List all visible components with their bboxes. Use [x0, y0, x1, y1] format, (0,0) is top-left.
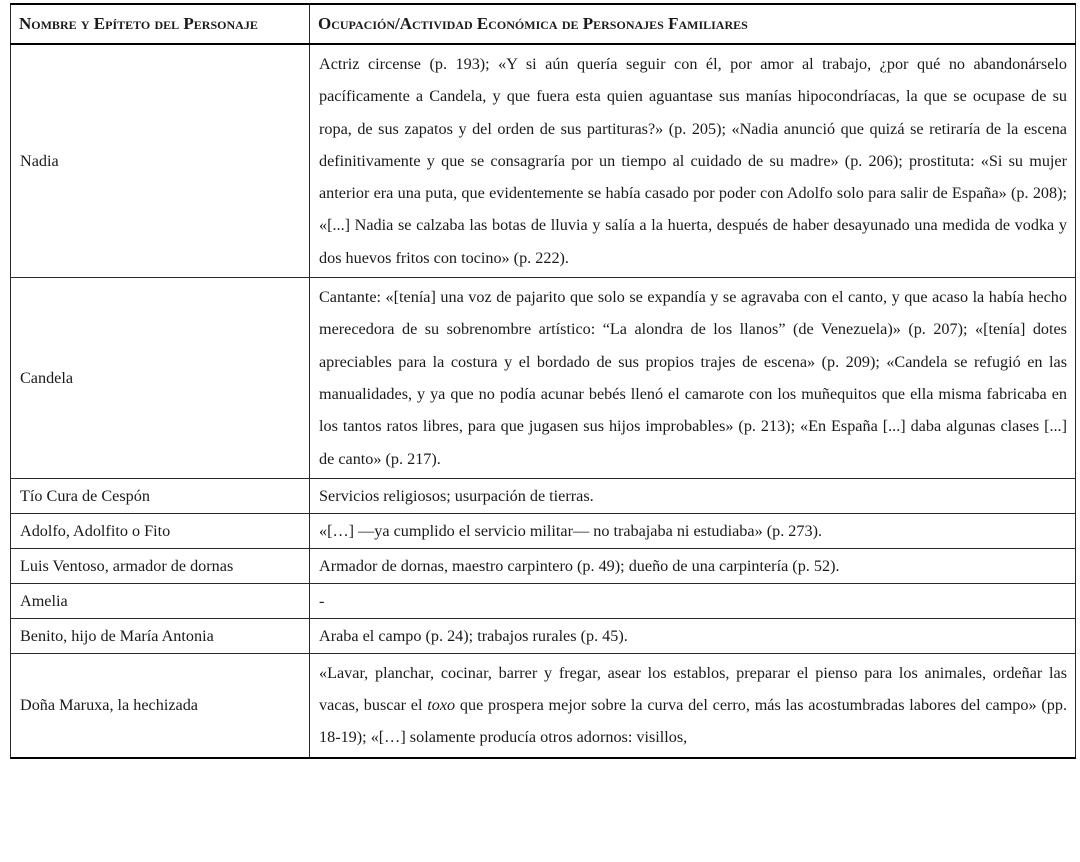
occupation-text: Araba el campo (p. 24); trabajos rurales (p. 45).: [310, 618, 1076, 653]
occupation-text: [310, 653, 1076, 757]
table-row: [11, 618, 1076, 653]
header-occupation: Ocupación/Actividad Económica de Personajes Familiares: [310, 4, 1076, 44]
occupation-text: Cantante: «[tenía] una voz de pajarito que solo se expandía y se agravaba con el canto, y que acaso la había hecho merecedora de su sobrenombre artístico: “La alondra de los llanos” (de Venezuela)» (p. 207); «[tenía] dotes apreciables para la costura y el bordado de sus propios trajes de escena» (p. 209); «Candela se refugió en las manualidades, y ya que no podía acunar bebés llenó el camarote con los muñequitos que ella misma fabricaba en los tantos ratos libres, para que jugasen sus hijos improbables» (p. 213); «En España [...] daba algunas clases [...] de canto» (p. 217).: [310, 278, 1076, 479]
occupation-text: Actriz circense (p. 193); «Y si aún quería seguir con él, por amor al trabajo, ¿por qué no abandonárselo pacíficamente a Candela, y que fuera esta quien aguantase sus manías hipocondríacas, la que se ocupase de su ropa, de sus zapatos y del orden de sus partituras?» (p. 205); «Nadia anunció que quizá se retiraría de la escena definitivamente y que se consagraría por un tiempo al cuidado de su madre» (p. 206); prostituta: «Si su mujer anterior era una puta, que evidentemente se había casado por poder con Adolfo solo para salir de España» (p. 208); «[...] Nadia se calzaba las botas de lluvia y salía a la huerta, después de haber desayunado una medida de vodka y dos huevos fritos con tocino» (p. 222).: [310, 44, 1076, 278]
character-name: Tío Cura de Cespón: [11, 478, 310, 513]
character-name: Luis Ventoso, armador de dornas: [11, 548, 310, 583]
italic-term: toxo: [427, 696, 456, 715]
occupation-text: -: [310, 583, 1076, 618]
occupation-text: «[…] —ya cumplido el servicio militar— no trabajaba ni estudiaba» (p. 273).: [310, 513, 1076, 548]
table-row: [11, 548, 1076, 583]
table-row: [11, 278, 1076, 479]
table-row: [11, 44, 1076, 278]
table-header-row: [11, 4, 1076, 44]
table-row: [11, 478, 1076, 513]
occupation-text-end: que prospera mejor sobre la curva del cerro, más las acostumbradas labores del campo» (pp. 18-19); «[…] solamente producía otros adornos: visillos,: [319, 696, 1067, 747]
character-name: Doña Maruxa, la hechizada: [11, 653, 310, 757]
character-name: Benito, hijo de María Antonia: [11, 618, 310, 653]
character-name: Adolfo, Adolfito o Fito: [11, 513, 310, 548]
character-name: Candela: [11, 278, 310, 479]
occupation-text-start: «Lavar, planchar, cocinar, barrer y fregar, asear los establos, preparar el pienso para los animales, ordeñar las vacas, buscar el: [319, 663, 1067, 715]
table-row: [11, 583, 1076, 618]
table-row: [11, 653, 1076, 757]
occupation-text: Armador de dornas, maestro carpintero (p. 49); dueño de una carpintería (p. 52).: [310, 548, 1076, 583]
character-occupation-table: [10, 3, 1076, 759]
character-name: Amelia: [11, 583, 310, 618]
header-character-name: Nombre y Epíteto del Personaje: [11, 4, 310, 44]
table-row: [11, 513, 1076, 548]
occupation-text: Servicios religiosos; usurpación de tierras.: [310, 478, 1076, 513]
character-name: Nadia: [11, 44, 310, 278]
